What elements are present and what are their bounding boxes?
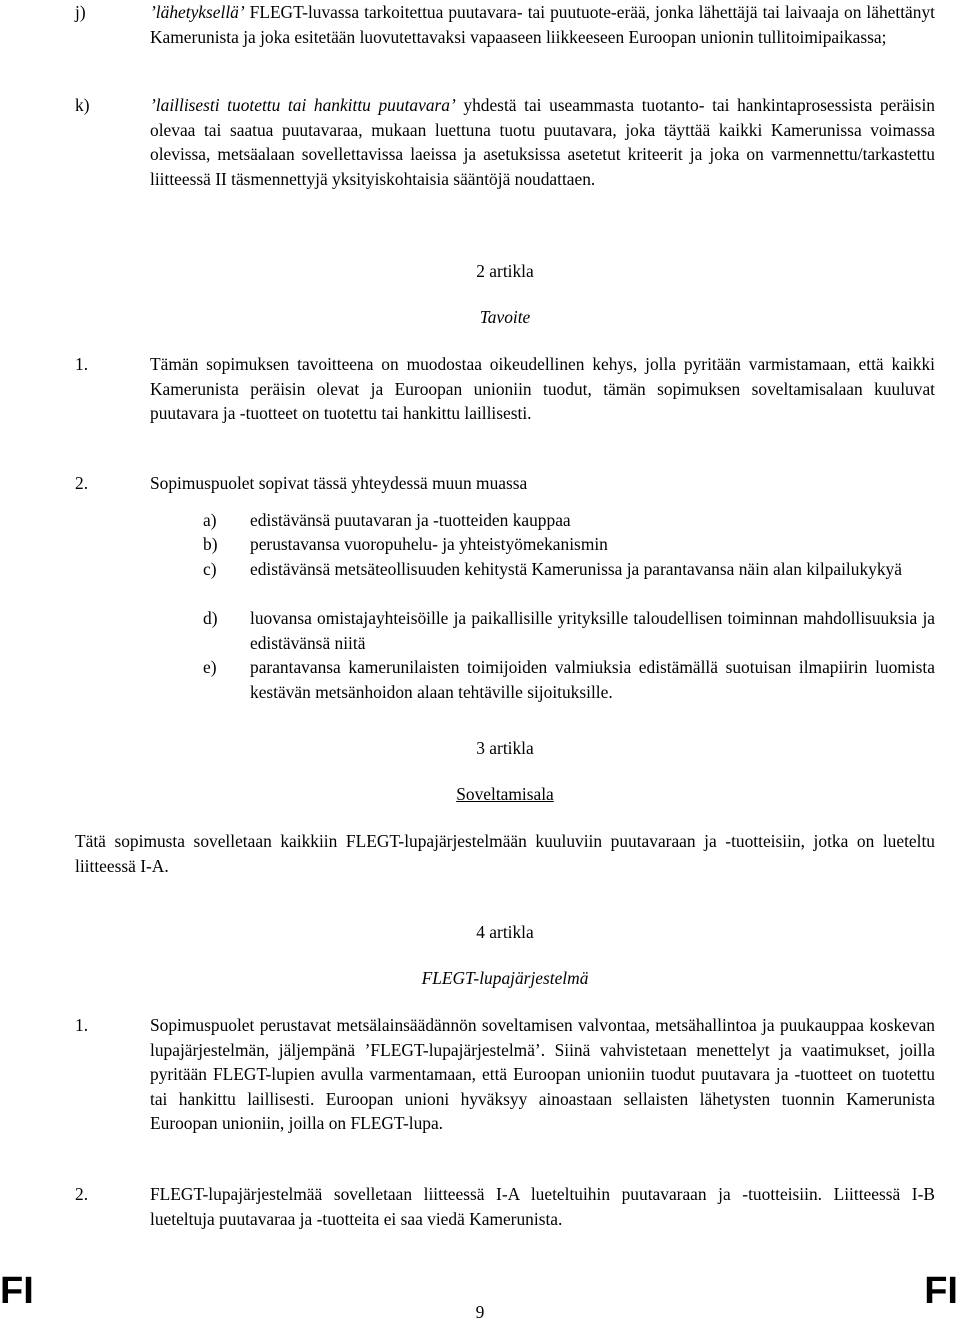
list-item-b-label: b) bbox=[203, 534, 218, 554]
item-term-j: ’lähetyksellä’ bbox=[150, 2, 245, 22]
list-item-b: perustavansa vuoropuhelu- ja yhteistyömekanismin bbox=[250, 534, 608, 554]
list-item-d-label: d) bbox=[203, 608, 218, 628]
item-text-k: yhdestä tai useammasta tuotanto- tai hankintaprosessista peräisin olevaa tai saatua puutavaraa, mukaan luettuna tuotu puutavara, joka täyttää kaikki Kamerunissa voimassa olevissa, metsäalaan sovellettavissa laeissa ja asetuksissa asetetut kriteerit ja joka on varmennettu/tarkastettu liitteessä II täsmennettyjä yksityiskohtaisia sääntöjä noudattaen. bbox=[150, 95, 935, 189]
list-item-d: luovansa omistajayhteisöille ja paikallisille yrityksille taloudellisen toiminnan mahdollisuuksia ja edistävänsä niitä bbox=[250, 608, 935, 653]
list-item-a-label: a) bbox=[203, 510, 217, 530]
article-4-para-2-number: 2. bbox=[75, 1184, 89, 1204]
article-2-para-2: Sopimuspuolet sopivat tässä yhteydessä muun muassa bbox=[150, 473, 528, 493]
list-item-c: edistävänsä metsäteollisuuden kehitystä Kamerunissa ja parantavansa näin alan kilpailukykyä bbox=[250, 559, 902, 579]
article-2-para-1-number: 1. bbox=[75, 354, 89, 374]
item-label-k: k) bbox=[75, 95, 90, 115]
article-2-para-2-number: 2. bbox=[75, 473, 89, 493]
article-2-title: Tavoite bbox=[479, 307, 531, 327]
footer-language-code-right: FI bbox=[924, 1270, 958, 1312]
list-item-e: parantavansa kamerunilaisten toimijoiden valmiuksia edistämällä suotuisan ilmapiirin luomista kestävän metsänhoidon alaan tehtäville sijoituksille. bbox=[250, 657, 935, 702]
footer-language-code-left: FI bbox=[0, 1270, 34, 1312]
article-4-heading: 4 artikla bbox=[476, 922, 534, 942]
article-4-para-1-number: 1. bbox=[75, 1015, 89, 1035]
article-4-para-2: FLEGT-lupajärjestelmää sovelletaan liitteessä I-A lueteltuihin puutavaraan ja -tuotteisiin. Liitteessä I-B lueteltuja puutavaraa ja -tuotteita ei saa viedä Kamerunista. bbox=[150, 1184, 935, 1229]
article-4-para-1: Sopimuspuolet perustavat metsälainsäädännön soveltamisen valvontaa, metsähallintoa ja puukauppaa koskevan lupajärjestelmän, jäljempänä ’FLEGT-lupajärjestelmä’. Siinä vahvistetaan menettelyt ja vaatimukset, joilla pyritään FLEGT-lupien avulla varmentamaan, että Euroopan unioniin tuodut puutavara ja -tuotteet on tuotettu tai hankittu laillisesti. Euroopan unioni hyväksyy ainoastaan sellaisten lähetysten tuonnin Kamerunista Euroopan unioniin, joilla on FLEGT-lupa. bbox=[150, 1015, 935, 1134]
item-definition-k bbox=[150, 93, 935, 191]
article-3-text: Tätä sopimusta sovelletaan kaikkiin FLEGT-lupajärjestelmään kuuluviin puutavaraan ja -tuotteisiin, jotka on lueteltu liitteessä I-A. bbox=[75, 831, 935, 876]
item-label-j: j) bbox=[75, 2, 86, 22]
page-number: 9 bbox=[475, 1302, 485, 1322]
article-3-title-text: Soveltamisala bbox=[456, 784, 554, 804]
article-4-title: FLEGT-lupajärjestelmä bbox=[421, 968, 589, 988]
item-term-k: ’laillisesti tuotettu tai hankittu puutavara’ bbox=[150, 95, 456, 115]
article-2-para-1: Tämän sopimuksen tavoitteena on muodostaa oikeudellinen kehys, jolla pyritään varmistamaan, että kaikki Kamerunista peräisin olevat ja Euroopan unioniin tuodut, tämän sopimuksen soveltamisalaan kuuluvat puutavara ja -tuotteet on tuotettu tai hankittu laillisesti. bbox=[150, 354, 935, 424]
list-item-e-label: e) bbox=[203, 657, 217, 677]
item-text-j: FLEGT-luvassa tarkoitettua puutavara- tai puutuote-erää, jonka lähettäjä tai laivaaja on lähettänyt Kamerunista ja joka esitetään luovutettavaksi vapaaseen liikkeeseen Euroopan unionin tullitoimipaikassa; bbox=[150, 2, 935, 47]
item-definition-j bbox=[150, 0, 935, 49]
article-2-heading: 2 artikla bbox=[476, 261, 534, 281]
article-3-title bbox=[0, 782, 960, 807]
article-3-heading: 3 artikla bbox=[476, 738, 534, 758]
list-item-c-label: c) bbox=[203, 559, 217, 579]
list-item-a: edistävänsä puutavaran ja -tuotteiden kauppaa bbox=[250, 510, 571, 530]
